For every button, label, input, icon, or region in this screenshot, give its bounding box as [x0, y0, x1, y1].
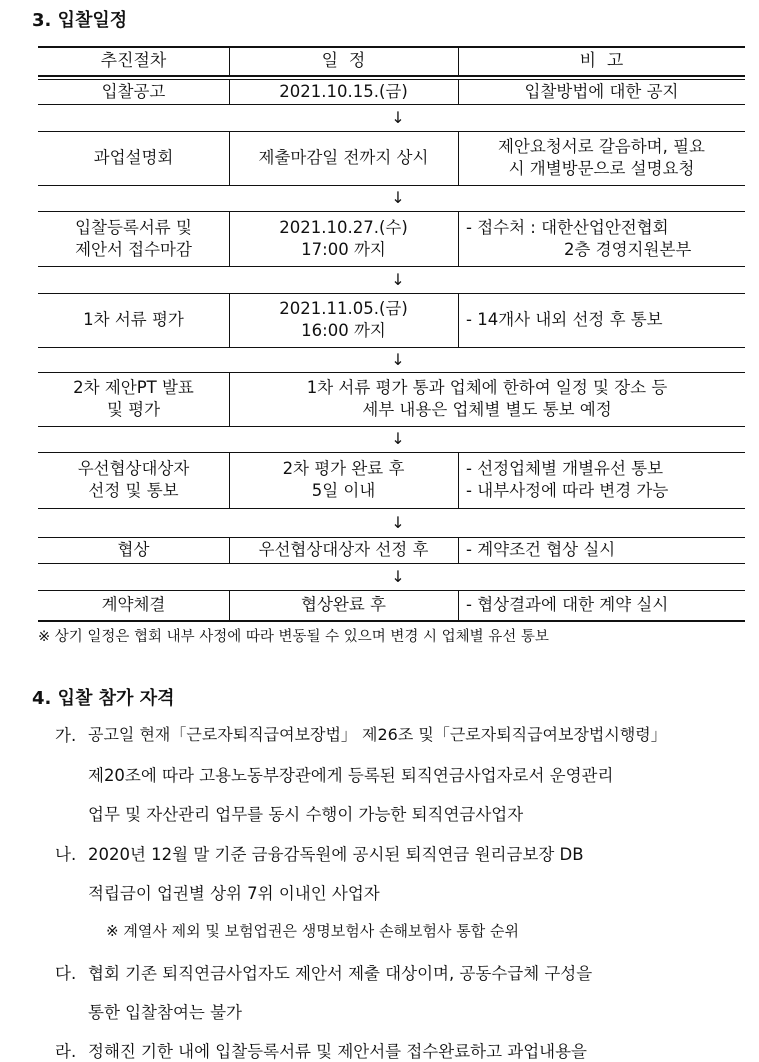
- table-rule: [38, 347, 745, 348]
- cell-line: 입찰방법에 대한 공지: [524, 81, 679, 101]
- cell-line: 입찰공고: [101, 81, 166, 101]
- schedule-cell: [229, 537, 458, 563]
- merged-schedule-note-cell: [229, 372, 745, 426]
- note-cell: [458, 452, 745, 508]
- down-arrow-icon: ↓: [391, 269, 405, 289]
- cell-line: 제안서 접수마감: [75, 239, 192, 259]
- list-item-line: 협회 기존 퇴직연금사업자도 제안서 제출 대상이며, 공동수급체 구성을: [88, 964, 593, 983]
- note-cell: [458, 537, 745, 563]
- list-marker: 가.: [55, 726, 77, 745]
- list-note: ※ 계열사 제외 및 보험업권은 생명보험사 손해보험사 통합 순위: [106, 922, 519, 940]
- cell-line: - 접수처 : 대한산업안전협회: [466, 217, 669, 237]
- cell-line: 1차 서류 평가 통과 업체에 한하여 일정 및 장소 등: [306, 378, 668, 397]
- step-cell: [38, 372, 229, 426]
- cell-line: 선정 및 통보: [88, 481, 179, 500]
- down-arrow-icon: ↓: [391, 429, 405, 448]
- schedule-cell: [229, 131, 458, 185]
- step-cell: [38, 293, 229, 347]
- step-cell: [38, 79, 229, 104]
- list-item-line: 업무 및 자산관리 업무를 동시 수행이 가능한 퇴직연금사업자: [88, 805, 524, 824]
- down-arrow-icon: ↓: [391, 349, 405, 369]
- cell-line: - 협상결과에 대한 계약 실시: [466, 595, 669, 614]
- down-arrow-icon: ↓: [391, 188, 405, 207]
- cell-line: 협상완료 후: [301, 595, 386, 614]
- cell-line: - 선정업체별 개별유선 통보: [466, 459, 664, 478]
- list-marker: 다.: [55, 964, 77, 983]
- table-rule: [38, 75, 745, 77]
- list-marker: 나.: [55, 845, 77, 864]
- cell-line: 세부 내용은 업체별 별도 통보 예정: [362, 400, 612, 419]
- cell-line: 2차 평가 완료 후: [282, 459, 405, 478]
- schedule-cell: [229, 79, 458, 104]
- cell-line: 2층 경영지원본부: [564, 239, 692, 259]
- cell-line: 제출마감일 전까지 상시: [258, 148, 429, 167]
- note-cell: [458, 131, 745, 185]
- cell-line: 2차 제안PT 발표: [73, 378, 194, 397]
- step-cell: [38, 537, 229, 563]
- step-cell: [38, 131, 229, 185]
- table-rule: [38, 185, 745, 186]
- table-header-cell: [229, 46, 458, 75]
- cell-line: 제안요청서로 갈음하며, 필요: [497, 137, 705, 156]
- cell-line: 2021.10.27.(수): [279, 217, 408, 237]
- list-item-line: 공고일 현재「근로자퇴직급여보장법」 제26조 및「근로자퇴직급여보장법시행령」: [88, 725, 667, 744]
- cell-line: - 내부사정에 따라 변경 가능: [466, 481, 669, 500]
- schedule-cell: [229, 293, 458, 347]
- cell-line: 2021.11.05.(금): [279, 299, 408, 318]
- list-item-line: 제20조에 따라 고용노동부장관에게 등록된 퇴직연금사업자로서 운영관리: [88, 766, 614, 785]
- list-item-line: 적립금이 업권별 상위 7위 이내인 사업자: [88, 884, 380, 903]
- down-arrow-icon: ↓: [391, 107, 405, 127]
- list-item-line: 정해진 기한 내에 입찰등록서류 및 제안서를 접수완료하고 과업내용을: [88, 1042, 587, 1061]
- schedule-cell: [229, 211, 458, 266]
- note-cell: [458, 79, 745, 104]
- cell-line: - 14개사 내외 선정 후 통보: [466, 310, 663, 329]
- schedule-cell: [229, 590, 458, 620]
- note-cell: [458, 590, 745, 620]
- table-header-cell: [458, 46, 745, 75]
- cell-line: 우선협상대상자: [77, 459, 190, 478]
- list-marker: 라.: [55, 1042, 77, 1061]
- list-item-line: 2020년 12월 말 기준 금융감독원에 공시된 퇴직연금 원리금보장 DB: [88, 845, 584, 864]
- cell-line: 17:00 까지: [301, 239, 386, 259]
- cell-line: 16:00 까지: [301, 321, 386, 340]
- table-rule: [38, 508, 745, 509]
- table-header-cell: [38, 46, 229, 75]
- cell-line: 시 개별방문으로 설명요청: [508, 159, 695, 178]
- table-header-label: 비 고: [579, 50, 624, 71]
- table-rule: [38, 426, 745, 427]
- table-footnote: ※ 상기 일정은 협회 내부 사정에 따라 변동될 수 있으며 변경 시 업체별 유선 통보: [38, 629, 549, 645]
- cell-line: 우선협상대상자 선정 후: [258, 540, 429, 559]
- section-3-title: 3. 입찰일정: [32, 10, 128, 31]
- down-arrow-icon: ↓: [391, 566, 405, 586]
- cell-line: 과업설명회: [93, 148, 174, 167]
- cell-line: 입찰등록서류 및: [75, 217, 192, 237]
- table-rule: [38, 104, 745, 105]
- cell-line: 계약체결: [101, 595, 166, 614]
- table-header-label: 추진절차: [100, 50, 167, 71]
- step-cell: [38, 590, 229, 620]
- cell-line: 2021.10.15.(금): [279, 81, 408, 101]
- cell-line: 협상: [117, 540, 150, 559]
- cell-line: 및 평가: [106, 400, 161, 419]
- table-rule: [38, 563, 745, 564]
- section-4-title: 4. 입찰 참가 자격: [32, 688, 175, 709]
- table-header-label: 일 정: [321, 50, 366, 71]
- list-item-line: 통한 입찰참여는 불가: [88, 1003, 242, 1022]
- step-cell: [38, 452, 229, 508]
- step-cell: [38, 211, 229, 266]
- down-arrow-icon: ↓: [391, 512, 405, 532]
- cell-line: - 계약조건 협상 실시: [466, 540, 616, 559]
- cell-line: 1차 서류 평가: [83, 310, 184, 329]
- note-cell: [458, 293, 745, 347]
- table-rule: [38, 620, 745, 622]
- note-cell: [458, 211, 745, 266]
- schedule-cell: [229, 452, 458, 508]
- table-rule: [38, 266, 745, 267]
- cell-line: 5일 이내: [311, 481, 376, 500]
